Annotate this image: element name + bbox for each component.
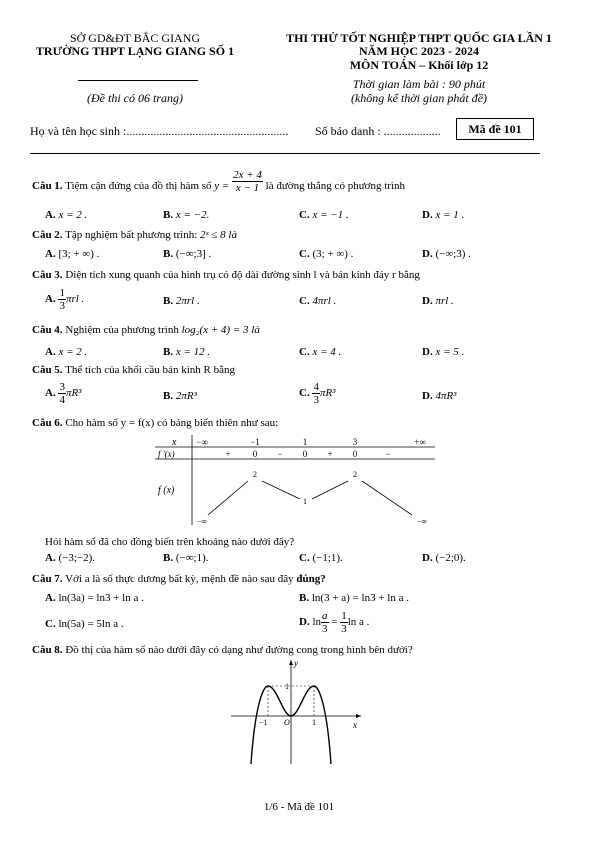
q3-option-c: C. 4πrl . (299, 295, 337, 307)
function-values (197, 470, 428, 526)
q1-option-b: B. x = −2. (163, 209, 210, 221)
q6-option-c: C. (−1;1). (299, 552, 343, 564)
derivative-sign: − (385, 449, 391, 459)
q4-option-b: B. x = 12 . (163, 346, 211, 358)
q1-option-d: D. x = 1 . (422, 209, 465, 221)
q7-option-c: C. ln(5a) = 5ln a . (45, 618, 124, 630)
tick-y-label: 1 (285, 682, 289, 691)
q7-option-b: B. ln(3 + a) = ln3 + ln a . (299, 592, 409, 604)
fprime-label: f '(x) (158, 449, 175, 459)
function-value: 1 (303, 497, 307, 506)
subject: MÔN TOÁN – Khối lớp 12 (349, 58, 489, 72)
derivative-signs (225, 449, 390, 459)
x-value: 1 (302, 437, 308, 447)
derivative-sign: 0 (302, 449, 308, 459)
q7-option-a: A. ln(3a) = ln3 + ln a . (45, 592, 144, 604)
exam-time-note: (không kể thời gian phát đề) (350, 91, 488, 105)
q4-option-d: D. x = 5 . (422, 346, 465, 358)
school-year: NĂM HỌC 2023 - 2024 (359, 44, 479, 58)
derivative-sign: + (327, 449, 333, 459)
y-axis-arrow (289, 660, 293, 665)
question-4: Câu 4. Nghiệm của phương trình log₂(x + 4) = 3 là (32, 324, 260, 336)
f-label: f (x) (158, 485, 175, 496)
q6-option-a: A. (−3;−2). (45, 552, 95, 564)
x-value: +∞ (414, 437, 426, 447)
function-value: 2 (253, 470, 257, 479)
x-axis-arrow (356, 714, 361, 718)
q2-option-c: C. (3; + ∞) . (299, 248, 354, 260)
q2-option-a: A. [3; + ∞) . (45, 248, 100, 260)
q6-option-b: B. (−∞;1). (163, 552, 209, 564)
header-divider (78, 80, 198, 81)
x-value: 3 (352, 437, 358, 447)
function-value: 2 (353, 470, 357, 479)
separator-line (30, 153, 540, 154)
exam-code-box: Mã đề 101 (456, 118, 534, 140)
student-name-label: Họ và tên học sinh :...................................................... (30, 124, 289, 138)
q5-option-a: A. $\frac{3}{4}$ πR³ (45, 381, 82, 406)
tick-neg-label: −1 (259, 718, 268, 727)
x-value: −∞ (196, 437, 208, 447)
derivative-sign: + (225, 449, 231, 459)
q4-option-a: A. x = 2 . (45, 346, 88, 358)
q2-option-b: B. (−∞;3] . (163, 248, 212, 260)
graph-x-label: x (353, 720, 357, 730)
question-1: Câu 1. Tiệm cận đứng của đồ thị hàm số y = $\frac{2x + 4}{x - 1}$ là đường thẳng có phương trình (32, 169, 405, 194)
question-2: Câu 2. Tập nghiệm bất phương trình: 2ˣ ≤ 8 là (32, 229, 237, 241)
function-graph (225, 656, 365, 768)
derivative-sign: 0 (352, 449, 358, 459)
exam-time: Thời gian làm bài : 90 phút (352, 77, 486, 91)
pages-note: (Đề thi có 06 trang) (87, 91, 183, 105)
page-footer: 1/6 - Mã đề 101 (263, 801, 335, 813)
tick-pos-label: 1 (312, 718, 316, 727)
q3-option-d: D. πrl . (422, 295, 454, 307)
fraction: $\frac{2x + 4}{x - 1}$ (233, 169, 262, 194)
q5-option-d: D. 4πR³ (422, 390, 457, 402)
question-6: Câu 6. Cho hàm số y = f(x) có bảng biến thiên như sau: (32, 417, 279, 429)
x-values (196, 437, 426, 447)
derivative-sign: 0 (252, 449, 258, 459)
department-name: SỞ GD&ĐT BẮC GIANG (69, 31, 201, 45)
q5-option-b: B. 2πR³ (163, 390, 197, 402)
q3-option-b: B. 2πrl . (163, 295, 200, 307)
student-id-label: Số báo danh : ................... (315, 124, 441, 138)
q2-option-d: D. (−∞;3) . (422, 248, 471, 260)
increase-arrow (312, 481, 348, 499)
q4-option-c: C. x = 4 . (299, 346, 342, 358)
x-value: −1 (250, 437, 260, 447)
origin-label: O (284, 718, 290, 727)
q1-option-c: C. x = −1 . (299, 209, 349, 221)
q7-option-d: D. ln $\frac{a}{3}$ = $\frac{1}{3}$ ln a . (299, 610, 370, 635)
x-label: x (172, 437, 177, 448)
variation-table (150, 433, 440, 528)
question-3: Câu 3. Diện tích xung quanh của hình trụ có độ dài đường sinh l và bán kính đáy r bằng (32, 269, 420, 281)
increase-arrow (208, 481, 248, 515)
decrease-arrow (262, 481, 300, 499)
q5-option-c: C. $\frac{4}{3}$ πR³ (299, 381, 336, 406)
question-8: Câu 8. Đồ thị của hàm số nào dưới đây có dạng như đường cong trong hình bên dưới? (32, 644, 413, 656)
function-value: −∞ (196, 517, 208, 526)
function-value: −∞ (416, 517, 428, 526)
school-name: TRƯỜNG THPT LẠNG GIANG SỐ 1 (35, 44, 235, 58)
q6-option-d: D. (−2;0). (422, 552, 466, 564)
question-6-ask: Hỏi hàm số đã cho đồng biến trên khoảng nào dưới đây? (45, 536, 295, 548)
question-7: Câu 7. Với a là số thực dương bất kỳ, mệnh đề nào sau đây đúng? (32, 573, 326, 585)
decrease-arrow (362, 481, 412, 515)
q1-option-a: A. x = 2 . (45, 209, 88, 221)
derivative-sign: − (277, 449, 283, 459)
graph-y-label: y (294, 658, 298, 668)
q3-option-a: A. $\frac{1}{3}$ πrl . (45, 287, 85, 312)
question-5: Câu 5. Thể tích của khối cầu bán kính R bằng (32, 364, 235, 376)
exam-title: THI THỬ TỐT NGHIỆP THPT QUỐC GIA LẦN 1 (286, 31, 552, 45)
